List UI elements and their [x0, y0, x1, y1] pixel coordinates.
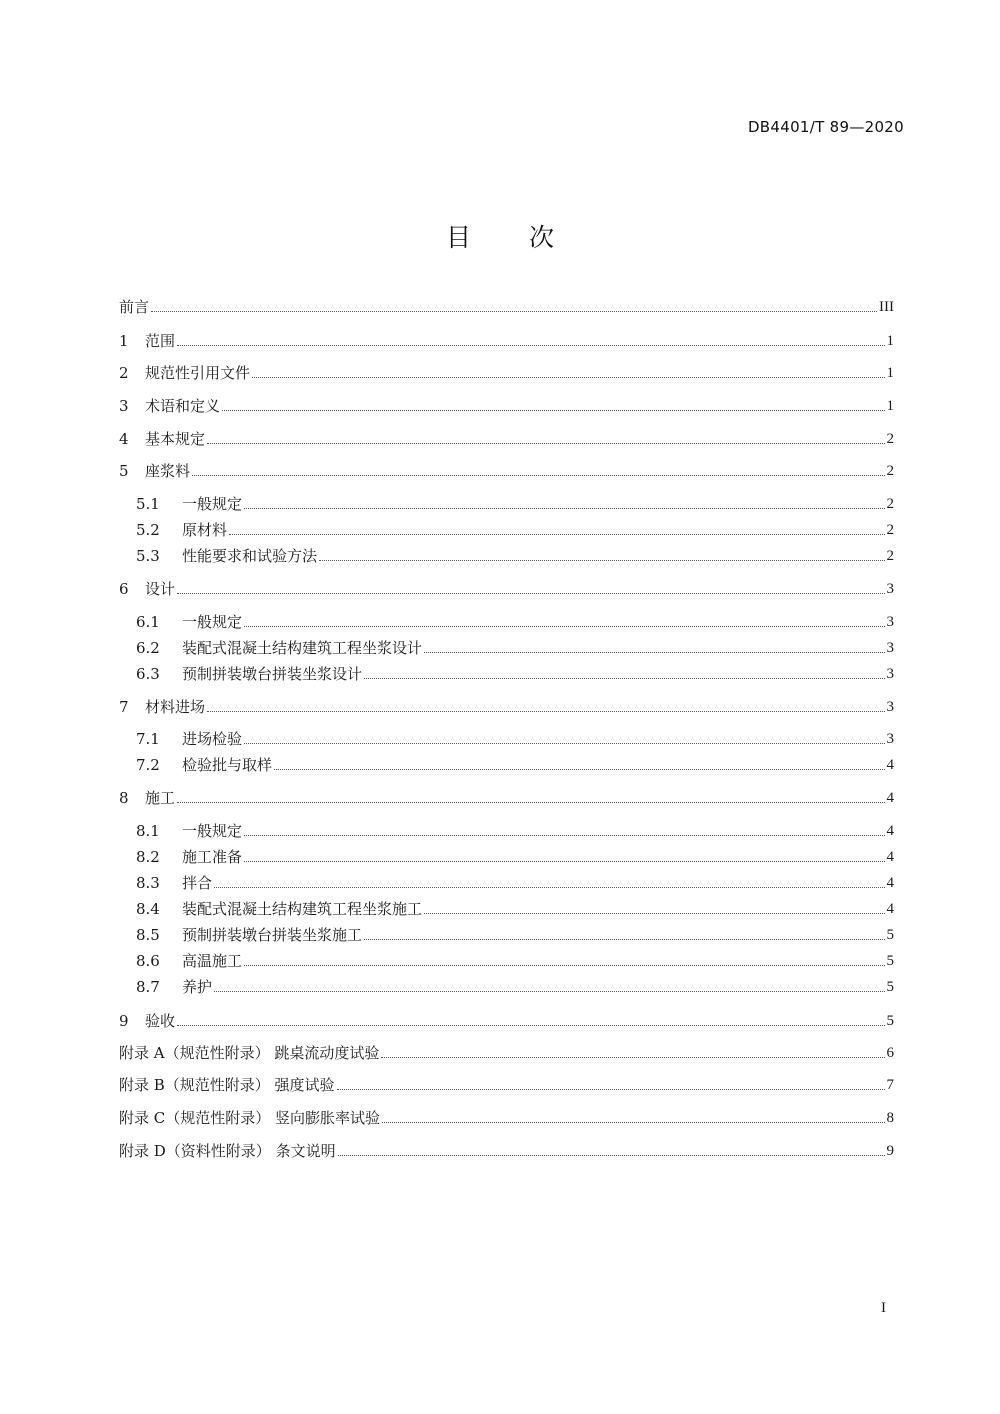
toc-entry[interactable] [119, 429, 894, 449]
dot-leader [222, 409, 884, 411]
dot-leader [207, 442, 884, 444]
toc-entry-page: 2 [886, 522, 894, 538]
toc-entry[interactable] [136, 729, 894, 749]
toc-entry[interactable] [119, 579, 894, 599]
toc-entry-label: 范围 [145, 332, 176, 350]
toc-entry[interactable] [136, 873, 894, 893]
toc-entry-page: 1 [886, 333, 894, 349]
toc-entry-label: 附录 D（资料性附录） 条文说明 [119, 1142, 336, 1160]
toc-entry[interactable] [136, 847, 894, 867]
toc-entry-label: 检验批与取样 [182, 756, 273, 774]
dot-leader [381, 1056, 884, 1058]
toc-entry[interactable] [119, 1075, 894, 1095]
toc-entry-page: 3 [886, 666, 894, 682]
toc-entry-label: 材料进场 [145, 698, 206, 716]
dot-leader [244, 742, 884, 744]
toc-entry-number: 6 [119, 580, 129, 598]
toc-entry-label: 一般规定 [182, 822, 243, 840]
toc-entry-page: III [879, 299, 894, 315]
dot-leader [151, 310, 877, 312]
dot-leader [244, 834, 884, 836]
toc-entry-page: 2 [886, 548, 894, 564]
toc-entry-number: 8.6 [136, 952, 160, 970]
page-title [0, 218, 1000, 254]
dot-leader [214, 886, 884, 888]
toc-entry[interactable] [136, 638, 894, 658]
toc-entry-number: 4 [119, 430, 129, 448]
page-number: I [881, 1300, 886, 1316]
toc-entry-page: 4 [886, 757, 894, 773]
dot-leader [364, 677, 884, 679]
toc-entry[interactable] [136, 494, 894, 514]
toc-entry-page: 1 [886, 398, 894, 414]
toc-entry-label: 一般规定 [182, 495, 243, 513]
toc-entry-label: 装配式混凝土结构建筑工程坐浆施工 [182, 900, 423, 918]
toc-entry-label: 原材料 [182, 521, 228, 539]
toc-entry-number: 5 [119, 462, 129, 480]
dot-leader [177, 801, 884, 803]
dot-leader [319, 559, 884, 561]
toc-entry[interactable] [119, 363, 894, 383]
toc-entry[interactable] [136, 899, 894, 919]
toc-entry-label: 座浆料 [145, 462, 191, 480]
dot-leader [214, 990, 884, 992]
toc-entry[interactable] [136, 546, 894, 566]
toc-entry-number: 3 [119, 397, 129, 415]
toc-entry-page: 3 [886, 581, 894, 597]
toc-entry[interactable] [136, 925, 894, 945]
toc-entry-label: 设计 [145, 580, 176, 598]
toc-entry[interactable] [136, 520, 894, 540]
toc-entry[interactable] [119, 461, 894, 481]
toc-entry-page: 4 [886, 875, 894, 891]
toc-entry-page: 4 [886, 790, 894, 806]
toc-entry-label: 拌合 [182, 874, 213, 892]
toc-entry-page: 8 [886, 1110, 894, 1126]
toc-entry-label: 施工 [145, 789, 176, 807]
toc-entry-label: 术语和定义 [145, 397, 221, 415]
toc-entry-page: 9 [886, 1143, 894, 1159]
toc-entry[interactable] [136, 977, 894, 997]
toc-entry-label: 附录 C（规范性附录） 竖向膨胀率试验 [119, 1109, 381, 1127]
toc-entry-number: 2 [119, 364, 129, 382]
dot-leader [364, 938, 884, 940]
toc-entry[interactable] [119, 1011, 894, 1031]
toc-entry-page: 2 [886, 463, 894, 479]
dot-leader [177, 1024, 884, 1026]
toc-entry-number: 8.1 [136, 822, 160, 840]
toc-entry[interactable] [119, 396, 894, 416]
dot-leader [424, 651, 884, 653]
toc-entry-number: 6.2 [136, 639, 160, 657]
title-char-2: 次 [529, 223, 555, 252]
toc-entry-number: 6.3 [136, 665, 160, 683]
toc-entry-label: 施工准备 [182, 848, 243, 866]
toc-entry-page: 5 [886, 927, 894, 943]
dot-leader [177, 344, 884, 346]
dot-leader [244, 625, 884, 627]
toc-entry-label: 高温施工 [182, 952, 243, 970]
toc-entry-label: 基本规定 [145, 430, 206, 448]
toc-entry[interactable] [119, 697, 894, 717]
toc-entry-number: 7.2 [136, 756, 160, 774]
toc-entry-label: 附录 B（规范性附录） 强度试验 [119, 1076, 335, 1094]
toc-entry-number: 6.1 [136, 613, 160, 631]
toc-entry[interactable] [119, 1141, 894, 1161]
toc-entry-number: 8.7 [136, 978, 160, 996]
toc-entry-number: 5.3 [136, 547, 160, 565]
dot-leader [177, 592, 884, 594]
toc-entry[interactable] [119, 1108, 894, 1128]
toc-entry-label: 预制拼装墩台拼装坐浆设计 [182, 665, 363, 683]
toc-entry-label: 规范性引用文件 [145, 364, 251, 382]
toc-entry-number: 7 [119, 698, 129, 716]
toc-entry-page: 3 [886, 731, 894, 747]
toc-entry-page: 2 [886, 496, 894, 512]
toc-entry-label: 验收 [145, 1012, 176, 1030]
dot-leader [192, 474, 884, 476]
toc-entry-number: 8 [119, 789, 129, 807]
dot-leader [244, 964, 884, 966]
toc-entry-number: 8.5 [136, 926, 160, 944]
toc-entry-page: 4 [886, 823, 894, 839]
toc-entry-page: 7 [886, 1077, 894, 1093]
dot-leader [338, 1154, 885, 1156]
toc-entry[interactable] [119, 331, 894, 351]
toc-entry-page: 5 [886, 979, 894, 995]
toc-entry-label: 进场检验 [182, 730, 243, 748]
toc-entry-page: 2 [886, 431, 894, 447]
toc-entry-number: 8.4 [136, 900, 160, 918]
toc-entry-label: 预制拼装墩台拼装坐浆施工 [182, 926, 363, 944]
toc-entry-label: 前言 [119, 298, 150, 316]
toc-entry-label: 性能要求和试验方法 [182, 547, 318, 565]
toc-entry-label: 附录 A（规范性附录） 跳桌流动度试验 [119, 1044, 380, 1062]
dot-leader [207, 710, 884, 712]
document-number: DB4401/T 89—2020 [747, 118, 904, 136]
dot-leader [252, 376, 884, 378]
toc-entry-page: 3 [886, 640, 894, 656]
toc-entry-page: 4 [886, 849, 894, 865]
dot-leader [274, 768, 884, 770]
toc-entry-number: 9 [119, 1012, 129, 1030]
toc-entry-number: 8.2 [136, 848, 160, 866]
toc-entry[interactable] [119, 297, 894, 317]
toc-entry[interactable] [136, 821, 894, 841]
toc-entry-page: 3 [886, 614, 894, 630]
toc-entry[interactable] [136, 755, 894, 775]
toc-entry-label: 一般规定 [182, 613, 243, 631]
toc-entry-number: 5.2 [136, 521, 160, 539]
toc-entry[interactable] [119, 788, 894, 808]
toc-entry-page: 5 [886, 953, 894, 969]
toc-entry[interactable] [136, 664, 894, 684]
dot-leader [229, 533, 884, 535]
toc-entry-label: 装配式混凝土结构建筑工程坐浆设计 [182, 639, 423, 657]
dot-leader [337, 1088, 885, 1090]
dot-leader [424, 912, 884, 914]
dot-leader [382, 1121, 884, 1123]
toc-entry[interactable] [136, 612, 894, 632]
title-char-1: 目 [445, 223, 471, 252]
toc-entry-number: 5.1 [136, 495, 160, 513]
toc-entry[interactable] [119, 1043, 894, 1063]
toc-entry-page: 4 [886, 901, 894, 917]
toc-entry-label: 养护 [182, 978, 213, 996]
toc-entry-page: 3 [886, 699, 894, 715]
dot-leader [244, 860, 884, 862]
toc-entry-number: 8.3 [136, 874, 160, 892]
toc-entry-number: 7.1 [136, 730, 160, 748]
toc-entry-page: 6 [886, 1045, 894, 1061]
toc-entry-page: 5 [886, 1013, 894, 1029]
toc-entry-number: 1 [119, 332, 129, 350]
toc-entry[interactable] [136, 951, 894, 971]
dot-leader [244, 507, 884, 509]
toc-entry-page: 1 [886, 365, 894, 381]
